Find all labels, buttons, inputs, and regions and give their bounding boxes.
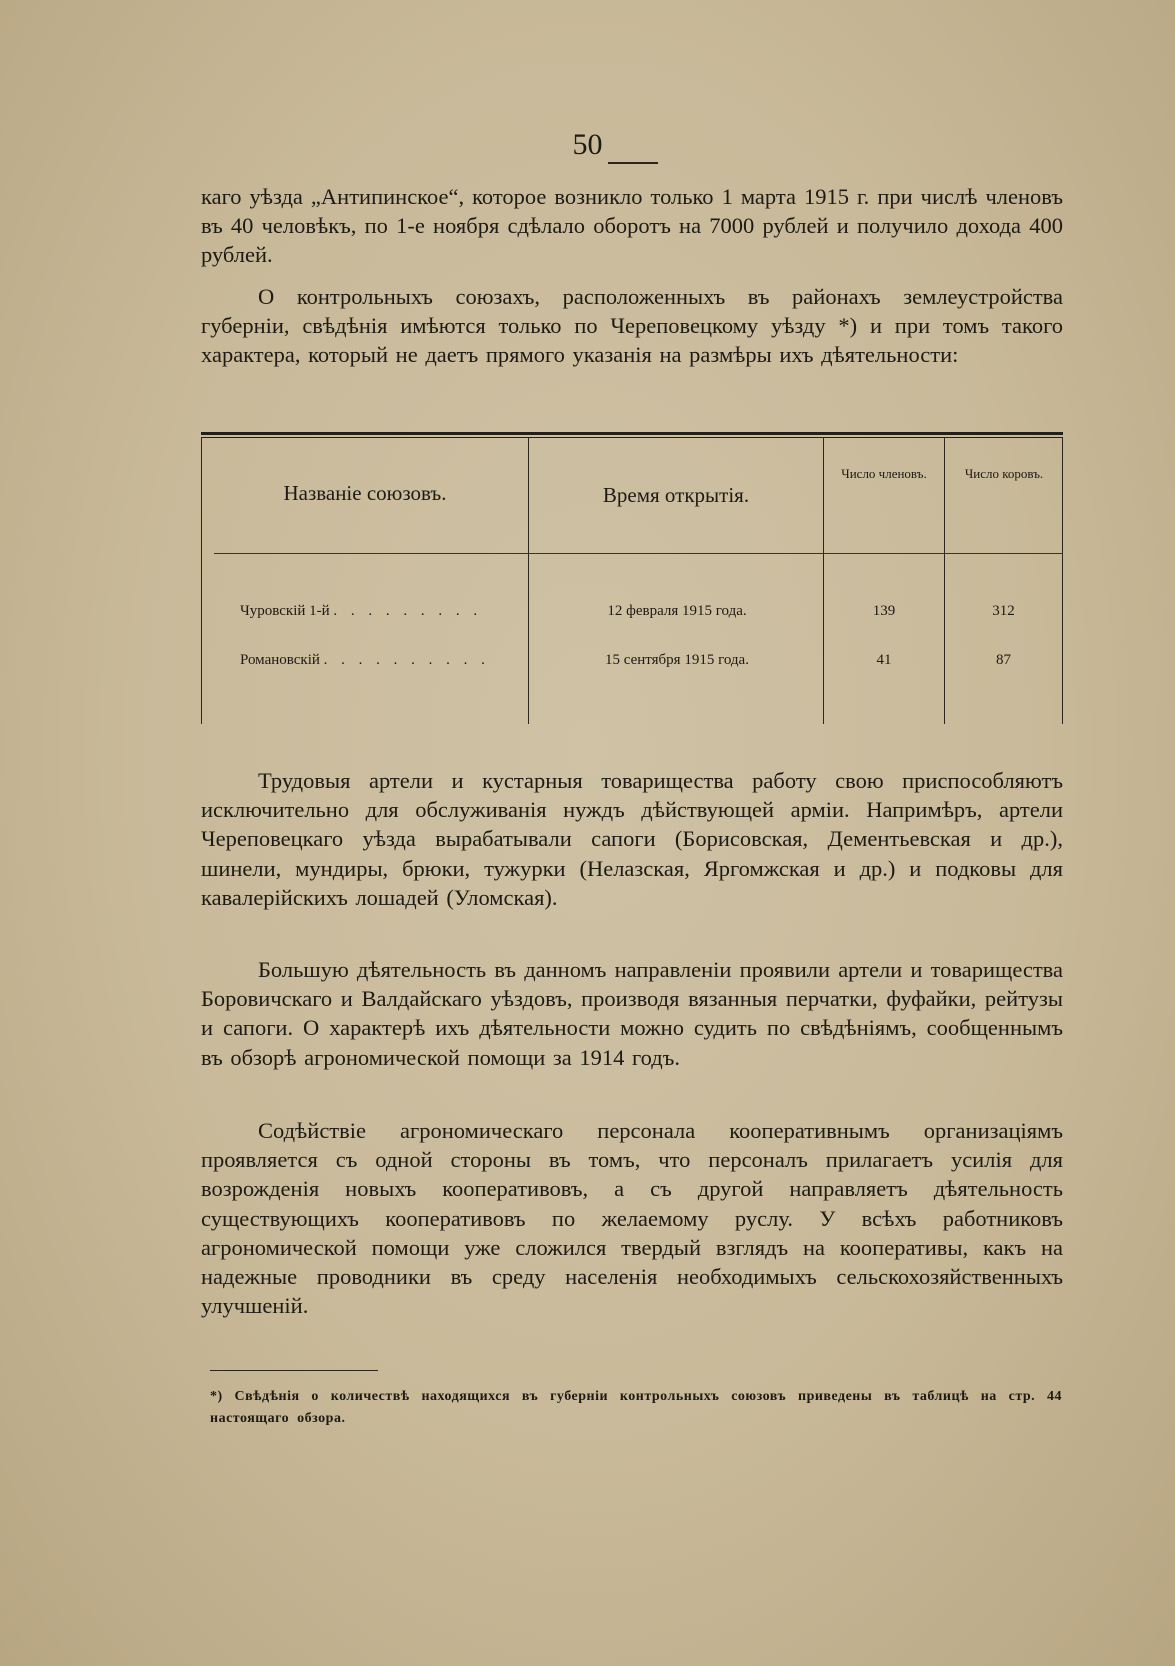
header-member-count: Число членовъ. (841, 466, 927, 481)
footnote-rule (210, 1370, 378, 1371)
paragraph-3: Трудовыя артели и кустарныя товарищества работу свою приспособляютъ исключительно для обслуживанія нуждъ дѣйствующей арміи. Напримѣръ, артели Череповецкаго уѣзда вырабатывали сапоги (Борисовская, Дементьевская и др.), шинели, мундиры, брюки, тужурки (Нелазская, Яргомжская и др.) и подковы для кавалерійскихъ лошадей (Уломская). (201, 768, 1063, 910)
leader-dots: . . . . . . . . . . (323, 652, 490, 668)
paragraph-2: О контрольныхъ союзахъ, расположенныхъ въ районахъ землеустройства губерніи, свѣдѣнія имѣются только по Череповецкому уѣзду *) и при томъ такого характера, который не даетъ прямого указанія на размѣры ихъ дѣятельности: (201, 284, 1063, 368)
cell-union-name (240, 650, 520, 670)
cell-member-count: 41 (876, 652, 892, 668)
cell-cow-count: 87 (996, 652, 1011, 668)
leader-dots: . . . . . . . . . (333, 603, 483, 619)
header-union-name: Названіе союзовъ. (283, 481, 447, 505)
paragraph-4: Большую дѣятельность въ данномъ направленіи проявили артели и товарищества Боровичскаго и Валдайскаго уѣздовъ, производя вязанныя перчатки, фуфайки, рейтузы и сапоги. О характерѣ ихъ дѣятельности можно судить по свѣдѣніямъ, сообщеннымъ въ обзорѣ агрономической помощи за 1914 годъ. (201, 957, 1063, 1070)
paragraph-5: Содѣйствіе агрономическаго персонала кооперативнымъ организаціямъ проявляется съ одной стороны въ томъ, что персоналъ прилагаетъ усилія для возрожденія новыхъ кооперативовъ, а съ другой направляетъ дѣятельность существующихъ кооперативовъ по желаемому руслу. У всѣхъ работниковъ агрономической помощи уже сложился твердый взглядъ на кооперативы, какъ на надежные проводники въ среду населенія необходимыхъ сельскохозяйственныхъ улучшеній. (201, 1118, 1063, 1319)
cell-union-name (240, 601, 520, 621)
union-name-text: Чуровскій 1-й (240, 603, 330, 619)
table-column-divider (528, 438, 529, 724)
table-column-divider (944, 438, 945, 724)
table-header-separator (214, 553, 1063, 554)
header-cow-count: Число коровъ. (964, 466, 1044, 481)
footnote: *) Свѣдѣнія о количествѣ находящихся въ губерніи контрольныхъ союзовъ приведены въ таблицѣ на стр. 44 настоящаго обзора. (210, 1389, 1062, 1426)
header-opening-time: Время открытія. (602, 483, 750, 507)
cell-cow-count: 312 (992, 603, 1015, 619)
page-number-underline (608, 162, 658, 164)
cell-member-count: 139 (872, 603, 896, 619)
paragraph-1: каго уѣзда „Антипинское“, которое возникло только 1 марта 1915 г. при числѣ членовъ въ 40 человѣкъ, по 1-е ноября сдѣлало оборотъ на 7000 рублей и получило дохода 400 рублей. (201, 184, 1063, 268)
cell-opening-date: 12 февраля 1915 года. (607, 603, 747, 619)
table-column-divider (823, 438, 824, 724)
union-name-text: Романовскій (240, 652, 320, 668)
cell-opening-date: 15 сентября 1915 года. (605, 652, 749, 668)
table-top-rule-thin (201, 437, 1063, 438)
table-right-border (1062, 438, 1063, 724)
table-top-rule (201, 432, 1063, 435)
page-number: 50 (572, 128, 603, 161)
